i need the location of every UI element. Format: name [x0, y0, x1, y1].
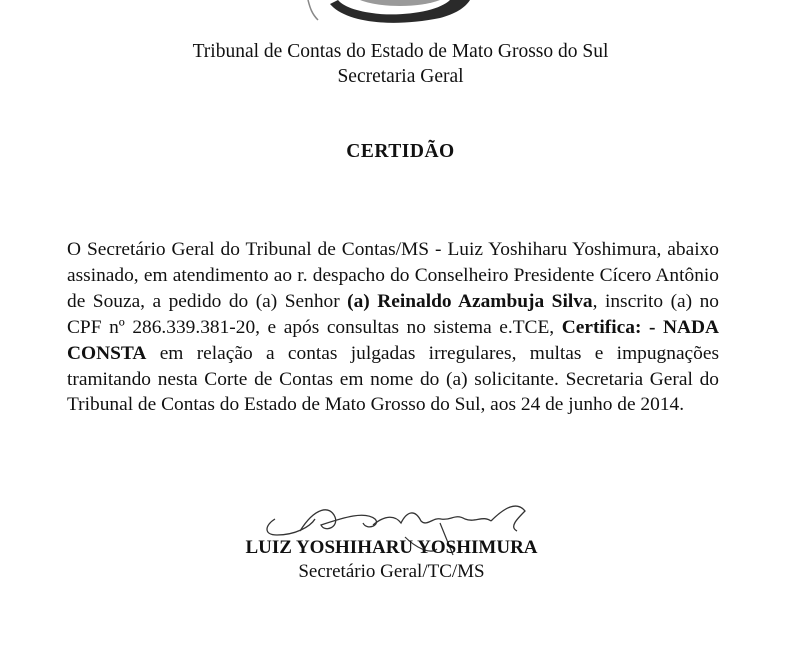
header-institution: Tribunal de Contas do Estado de Mato Grosso do Sul	[192, 41, 609, 62]
body-text-part-2: , inscrito (a) no CPF nº 286.339.381-20, e após consultas no sistema e.TCE,	[67, 290, 719, 338]
document-title: CERTIDÃO	[346, 141, 455, 162]
requester-name: (a) Reinaldo Azambuja Silva	[347, 290, 593, 312]
header-department: Secretaria Geral	[337, 66, 464, 87]
body-text-part-1: O Secretário Geral do Tribunal de Contas/MS - Luiz Yoshiharu Yoshimura, abaixo assinado, em atendimento ao r. despacho do Conselheiro Presidente Cícero Antônio de Souza, a pedido do (a) Senhor	[67, 239, 719, 312]
certification-statement: Certifica: - NADA CONSTA	[67, 316, 719, 364]
signatory-role: Secretário Geral/TC/MS	[298, 561, 485, 582]
tribunal-logo-icon	[300, 0, 485, 42]
signatory-name: LUIZ YOSHIHARU YOSHIMURA	[245, 537, 538, 558]
body-text-part-3: em relação a contas julgadas irregulares, multas e impugnações tramitando nesta Corte de Contas em nome do (a) solicitante. Secretaria Geral do Tribunal de Contas do Estado de Mato Grosso do Sul, aos 24 de junho de 2014.	[67, 342, 719, 416]
certificate-body	[67, 237, 719, 418]
